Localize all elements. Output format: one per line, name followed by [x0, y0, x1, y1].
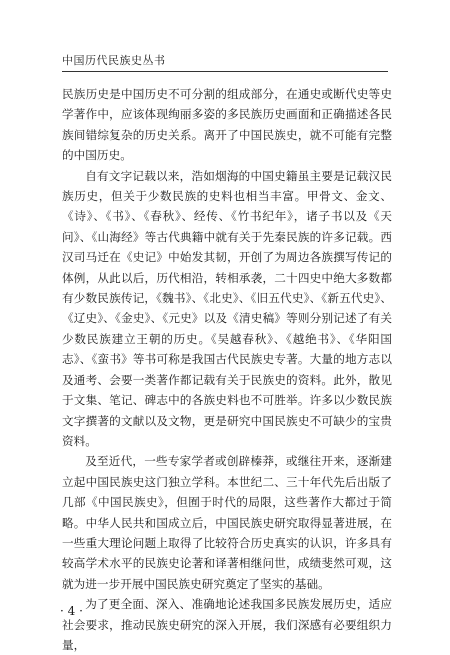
- paragraph-3: 及至近代，一些专家学者或创辟榛莽，或继往开来，逐渐建立起中国民族史这门独立学科。本世纪二、三十年代先后出版了几部《中国民族史》，但囿于时代的局限，这些著作大都过于简略。中华人民共和国成立后，中国民族史研究取得显著进展，在一些重大理论问题上取得了比较符合历史真实的认识，许多具有较高学术水平的民族史论著和译著相继问世，成绩斐然可观，这就为进一步开展中国民族史研究奠定了坚实的基础。: [62, 454, 392, 591]
- paragraph-1: 民族历史是中国历史不可分割的组成部分，在通史或断代史等史学著作中，应该体现绚丽多姿的多民族历史画面和正确描述各民族间错综复杂的历史关系。离开了中国民族史，就不可能有完整的中国历史。: [62, 87, 392, 163]
- running-header: [62, 52, 388, 72]
- page-number: · 4 ·: [60, 604, 83, 618]
- paragraph-2: 自有文字记载以来，浩如烟海的中国史籍虽主要是记载汉民族历史，但关于少数民族的史料也相当丰富。甲骨文、金文、《诗》、《书》、《春秋》、经传、《竹书纪年》，诸子书以及《天问》、《山海经》等古代典籍中就有关于先秦民族的许多记载。西汉司马迁在《史记》中始发其韧，开创了为周边各族撰写传记的体例，从此以后，历代相沿，转相承袭，二十四史中绝大多数都有少数民族传记，《魏书》、《北史》、《旧五代史》、《新五代史》、《辽史》、《金史》、《元史》以及《清史稿》等则分别记述了有关少数民族建立王朝的历史。《吴越春秋》、《越绝书》、《华阳国志》、《蛮书》等书可称是我国古代民族史专著。大量的地方志以及通考、会要一类著作都记载有关于民族史的资料。此外，散见于文集、笔记、碑志中的各族史料也不可胜举。许多以少数民族文字撰著的文献以及文物，更是研究中国民族史不可缺少的宝贵资料。: [62, 168, 392, 448]
- series-title: 中国历代民族史丛书: [62, 54, 166, 67]
- body-text: [62, 84, 392, 655]
- paragraph-4: 为了更全面、深入、准确地论述我国多民族发展历史，适应社会要求，推动民族史研究的深入开展，我们深感有必要组织力量，: [62, 597, 392, 652]
